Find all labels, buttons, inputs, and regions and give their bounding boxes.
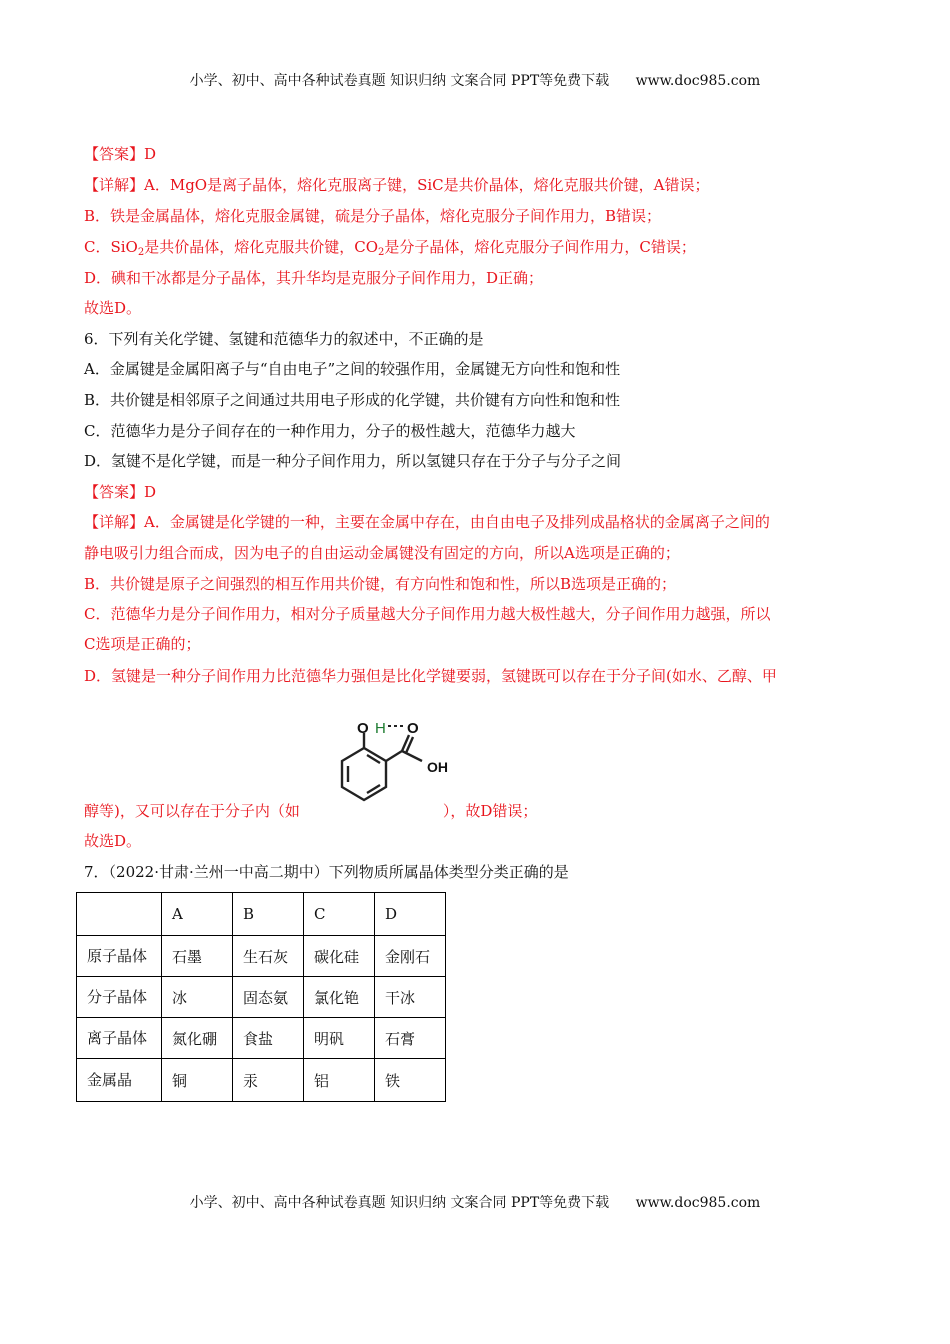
q6-conclusion: 故选D。 <box>84 832 142 850</box>
table-cell: 铜 <box>162 1059 233 1102</box>
q5-conclusion: 故选D。 <box>84 299 142 317</box>
table-cell: 氮化硼 <box>162 1018 233 1059</box>
row-label: 分子晶体 <box>77 977 162 1018</box>
oxygen-label-top: O <box>357 720 369 737</box>
table-cell: 汞 <box>233 1059 304 1102</box>
q5-detail-a: 【详解】A．MgO是离子晶体，熔化克服离子键，SiC是共价晶体，熔化克服共价键，A错误； <box>84 176 710 194</box>
table-cell: 固态氨 <box>233 977 304 1018</box>
table-cell: 冰 <box>162 977 233 1018</box>
footer-url[interactable]: www.doc985.com <box>635 1195 761 1211</box>
page-footer <box>0 1192 950 1212</box>
q6-option-d: D．氢键不是化学键，而是一种分子间作用力，所以氢键只存在于分子与分子之间 <box>84 452 622 470</box>
table-header-cell: B <box>233 893 304 936</box>
table-header-cell: C <box>304 893 375 936</box>
table-row <box>77 1059 446 1102</box>
table-header-cell: A <box>162 893 233 936</box>
crystal-type-table <box>76 892 446 1102</box>
q7-stem: 7．（2022·甘肃·兰州一中高二期中）下列物质所属晶体类型分类正确的是 <box>84 863 569 881</box>
q6-detail-a2: 静电吸引力组合而成，因为电子的自由运动金属键没有固定的方向，所以A选项是正确的； <box>84 544 680 562</box>
table-cell: 干冰 <box>375 977 446 1018</box>
subscript-2: 2 <box>137 247 145 258</box>
q6-detail-a1: 【详解】A．金属键是化学键的一种，主要在金属中存在，由自由电子及排列成晶格状的金属离子之间的 <box>84 513 770 531</box>
q5-answer: 【答案】D <box>84 145 157 163</box>
table-cell: 铝 <box>304 1059 375 1102</box>
hydroxyl-label: OH <box>427 759 448 775</box>
q6-detail-d2-post: ），故D错误； <box>442 802 538 820</box>
row-label: 离子晶体 <box>77 1018 162 1059</box>
table-header-cell: D <box>375 893 446 936</box>
table-cell: 金刚石 <box>375 936 446 977</box>
q6-detail-b: B．共价键是原子之间强烈的相互作用共价键，有方向性和饱和性，所以B选项是正确的； <box>84 575 677 593</box>
q6-detail-d1: D．氢键是一种分子间作用力比范德华力强但是比化学键要弱，氢键既可以存在于分子间(如水、乙醇、甲 <box>84 667 777 685</box>
table-row <box>77 1018 446 1059</box>
page-header <box>0 70 950 90</box>
oxygen-label-right: O <box>407 720 419 737</box>
q6-option-a: A．金属键是金属阳离子与“自由电子”之间的较强作用，金属键无方向性和饱和性 <box>84 360 621 378</box>
q6-stem: 6．下列有关化学键、氢键和范德华力的叙述中，不正确的是 <box>84 330 484 348</box>
table-cell: 碳化硅 <box>304 936 375 977</box>
salicylic-acid-structure-figure <box>326 713 466 813</box>
table-cell: 生石灰 <box>233 936 304 977</box>
q5-detail-c-post: 是分子晶体，熔化克服分子间作用力，C错误； <box>384 238 696 256</box>
q5-detail-d: D．碘和干冰都是分子晶体，其升华均是克服分子间作用力，D正确； <box>84 269 544 287</box>
table-cell: 石膏 <box>375 1018 446 1059</box>
q6-detail-d2-pre: 醇等)，又可以存在于分子内（如 <box>84 802 300 820</box>
q6-detail-d2 <box>84 801 537 821</box>
table-cell: 石墨 <box>162 936 233 977</box>
q6-option-c: C．范德华力是分子间存在的一种作用力，分子的极性越大，范德华力越大 <box>84 422 576 440</box>
hydrogen-label: H <box>375 720 386 737</box>
header-url[interactable]: www.doc985.com <box>635 73 761 89</box>
row-label: 金属晶 <box>77 1059 162 1102</box>
table-header-cell <box>77 893 162 936</box>
q5-detail-c-mid: 是共价晶体，熔化克服共价键，CO <box>144 238 379 256</box>
q5-detail-c <box>84 237 696 257</box>
table-row <box>77 936 446 977</box>
header-text: 小学、初中、高中各种试卷真题 知识归纳 文案合同 PPT等免费下载 <box>189 73 610 89</box>
carboxyl-bond <box>386 751 402 761</box>
table-cell: 氯化铯 <box>304 977 375 1018</box>
subscript-2: 2 <box>378 247 385 258</box>
table-cell: 铁 <box>375 1059 446 1102</box>
row-label: 原子晶体 <box>77 936 162 977</box>
q6-detail-c1: C．范德华力是分子间作用力，相对分子质量越大分子间作用力越大极性越大，分子间作用力越强，所以 <box>84 605 771 623</box>
q6-detail-c2: C选项是正确的； <box>84 635 201 653</box>
footer-text: 小学、初中、高中各种试卷真题 知识归纳 文案合同 PPT等免费下载 <box>189 1195 610 1211</box>
q6-option-b: B．共价键是相邻原子之间通过共用电子形成的化学键，共价键有方向性和饱和性 <box>84 391 621 409</box>
table-row <box>77 977 446 1018</box>
q5-detail-c-pre: C．SiO <box>84 238 138 256</box>
table-cell: 明矾 <box>304 1018 375 1059</box>
q6-answer: 【答案】D <box>84 483 157 501</box>
table-header-row <box>77 893 446 936</box>
table-cell: 食盐 <box>233 1018 304 1059</box>
q5-detail-b: B．铁是金属晶体，熔化克服金属键，硫是分子晶体，熔化克服分子间作用力，B错误； <box>84 207 662 225</box>
